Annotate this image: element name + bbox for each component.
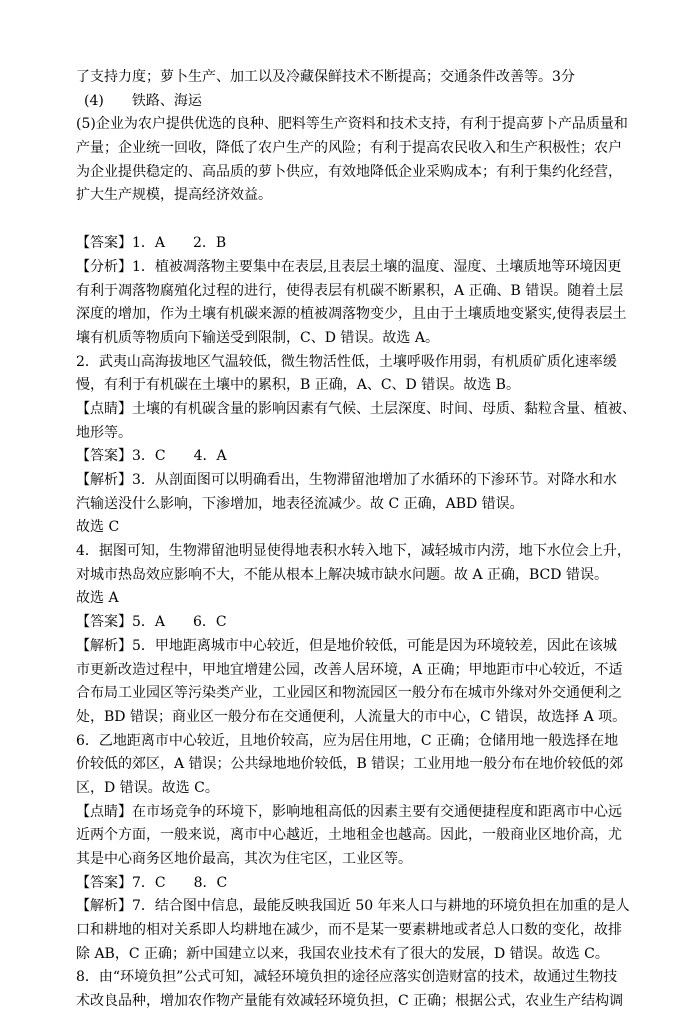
text-line: 壤有机质等物质向下输送受到限制，C、D 错误。故选 A。 bbox=[76, 329, 439, 346]
text-line: 【答案】7．C 8．C bbox=[76, 874, 228, 891]
text-line: 故选 C bbox=[76, 519, 120, 536]
text-line: 近两个方面，一般来说，离市中心越近，土地租金也越高。因此，一般商业区地价高，尤 bbox=[76, 827, 622, 844]
text-line: 【点睛】在市场竞争的环境下，影响地租高低的因素主要有交通便捷程度和距离市中心远 bbox=[76, 803, 622, 820]
text-line: 【答案】1．A 2．B bbox=[76, 235, 227, 252]
text-line: 4．据图可知，生物滞留池明显使得地表积水转入地下，减轻城市内涝，地下水位会上升， bbox=[76, 543, 631, 560]
text-line: 故选 A bbox=[76, 590, 119, 607]
blank-line bbox=[76, 208, 645, 232]
text-line: 扩大生产规模，提高经济效益。 bbox=[76, 187, 272, 204]
text-line: 了支持力度；萝卜生产、加工以及冷藏保鲜技术不断提高；交通条件改善等。3分 bbox=[76, 69, 575, 85]
text-line: 除 AB，C 正确；新中国建立以来，我国农业技术有了很大的发展，D 错误。故选 C。 bbox=[76, 945, 609, 962]
text-line: 【解析】5．甲地距离城市中心较近，但是地价较低，可能是因为环境较差，因此在该城 bbox=[76, 637, 617, 654]
text-line: 合布局工业园区等污染类产业，工业园区和物流园区一般分布在城市外缘对外交通便利之 bbox=[76, 685, 622, 702]
text-line: 【点睛】土壤的有机碳含量的影响因素有气候、土层深度、时间、母质、黏粒含量、植被、 bbox=[76, 400, 636, 417]
text-line: 慢，有利于有机碳在土壤中的累积，B 正确，A、C、D 错误。故选 B。 bbox=[76, 377, 520, 394]
text-line: 地形等。 bbox=[76, 424, 132, 441]
text-line: 有利于凋落物腐殖化过程的进行，使得表层有机碳不断累积，A 正确、B 错误。随着土层 bbox=[76, 282, 624, 299]
text-line: 市更新改造过程中，甲地宜增建公园，改善人居环境，A 正确；甲地距市中心较近，不适 bbox=[76, 661, 623, 678]
text-line: 【答案】5．A 6．C bbox=[76, 614, 227, 631]
text-line: 口和耕地的相对关系即人均耕地在减少，而不是某一要素耕地或者总人口数的变化，故排 bbox=[76, 922, 622, 939]
text-line: (5)企业为农户提供优选的良种、肥料等生产资料和技术支持，有利于提高萝卜产品质量和 bbox=[76, 116, 628, 133]
text-line: 【答案】3．C 4．A bbox=[76, 448, 227, 465]
text-line: 【解析】7．结合图中信息，最能反映我国近 50 年来人口与耕地的环境负担在加重的是人 bbox=[76, 898, 630, 915]
text-line: 汽输送没什么影响，下渗增加，地表径流减少。故 C 正确，ABD 错误。 bbox=[76, 495, 524, 512]
text-line: 区，D 错误。故选 C。 bbox=[76, 779, 219, 796]
text-line: 产量；企业统一回收，降低了农户生产的风险；有利于提高农民收入和生产积极性；农户 bbox=[76, 140, 622, 157]
text-line: 8．由“环境负担”公式可知，减轻环境负担的途径应落实创造财富的技术，故通过生物技 bbox=[76, 969, 618, 986]
text-line: 价较低的郊区，A 错误；公共绿地地价较低，B 错误；工业用地一般分布在地价较低的郊 bbox=[76, 756, 624, 773]
text-line: (4) 铁路、海运 bbox=[84, 92, 202, 109]
text-line: 6．乙地距离市中心较近，且地价较高，应为居住用地，C 正确；仓储用地一般选择在地 bbox=[76, 732, 619, 749]
text-line: 深度的增加，作为土壤有机碳来源的植被凋落物变少，且由于土壤质地变紧实,使得表层土 bbox=[76, 306, 627, 323]
text-line: 对城市热岛效应影响不大，不能从根本上解决城市缺水问题。故 A 正确，BCD 错误。 bbox=[76, 566, 608, 583]
text-line: 术改良品种，增加农作物产量能有效减轻环境负担，C 正确；根据公式，农业生产结构调 bbox=[76, 993, 624, 1010]
text-line: 【分析】1．植被凋落物主要集中在表层,且表层土壤的温度、湿度、土壤质地等环境因更 bbox=[76, 258, 622, 275]
text-line: 2．武夷山高海拔地区气温较低，微生物活性低，土壤呼吸作用弱，有机质矿质化速率缓 bbox=[76, 353, 617, 370]
text-line: 处，BD 错误；商业区一般分布在交通便利，人流量大的市中心，C 错误，故选择 A 项。 bbox=[76, 708, 627, 725]
text-line: 【解析】3．从剖面图可以明确看出，生物滞留池增加了水循环的下渗环节。对降水和水 bbox=[76, 472, 617, 488]
text-line: 为企业提供稳定的、高品质的萝卜供应，有效地降低企业采购成本；有利于集约化经营， bbox=[76, 163, 622, 180]
text-line: 其是中心商务区地价最高，其次为住宅区，工业区等。 bbox=[76, 851, 412, 867]
